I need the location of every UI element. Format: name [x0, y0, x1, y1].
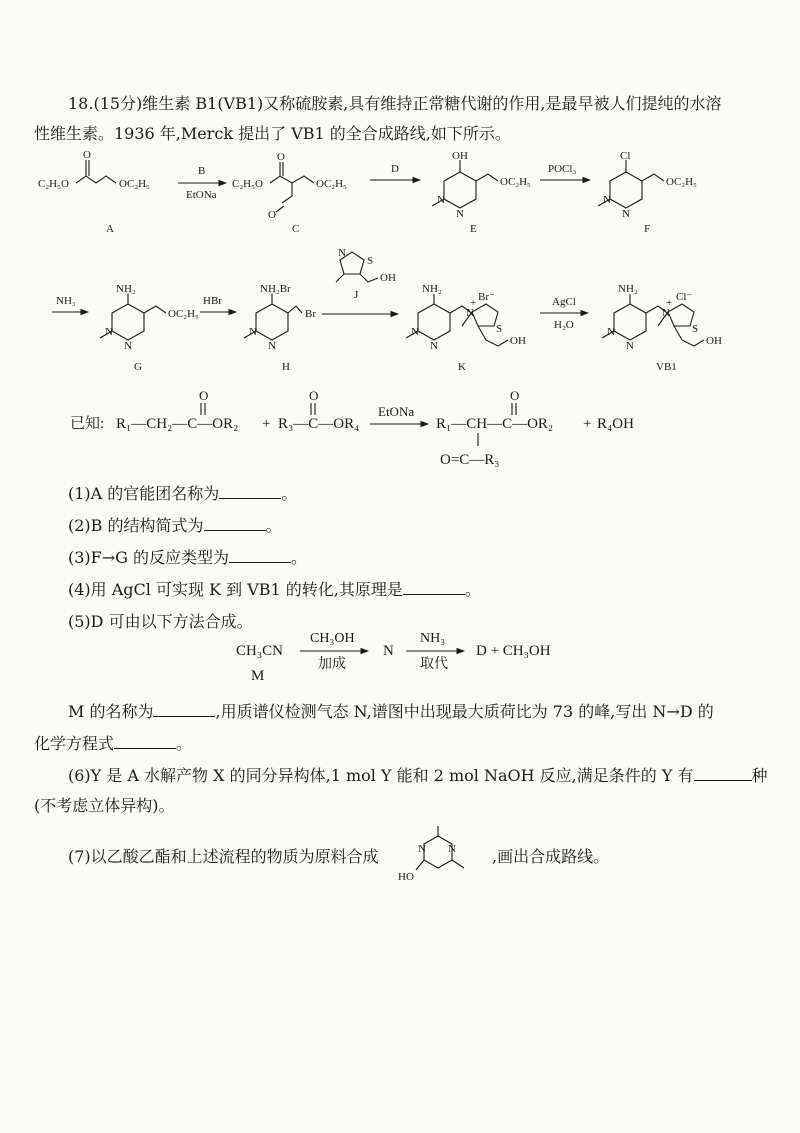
E-right-group: OC₂H₅	[500, 176, 531, 188]
q5-text-2: 化学方程式	[34, 734, 115, 753]
C-label: C	[292, 223, 300, 235]
question-1-text: (1)A 的官能团名称为	[68, 484, 220, 503]
question-4	[68, 578, 481, 602]
arrow-3	[540, 163, 590, 180]
K-label: K	[458, 361, 466, 373]
A-right-group: OC₂H₅	[119, 178, 150, 190]
known-reagent: EtONa	[378, 404, 415, 419]
E-n1: N	[437, 194, 445, 206]
answer-blank-4[interactable]	[403, 580, 465, 595]
H-n2: N	[268, 340, 276, 352]
A-carbonyl-o: O	[83, 150, 91, 161]
compound-VB1	[602, 283, 722, 373]
q7-n2: N	[448, 843, 456, 855]
arrow-5-top: HBr	[203, 295, 222, 307]
K-n-plus: N	[466, 307, 474, 319]
intro-line-2: 性维生素。1936 年,Merck 提出了 VB1 的全合成路线,如下所示。	[34, 124, 511, 143]
answer-blank-5b[interactable]	[114, 734, 176, 749]
q5-scheme	[0, 628, 800, 690]
G-n2: N	[124, 340, 132, 352]
q5-start-label: M	[251, 668, 265, 684]
H-nh2br: NH₂Br	[260, 283, 291, 295]
A-label: A	[106, 223, 114, 235]
C-aldehyde-o: O	[268, 209, 276, 221]
arrow-1	[178, 165, 226, 201]
answer-blank-6[interactable]	[694, 766, 752, 781]
VB1-label: VB1	[656, 361, 677, 373]
K-n2: N	[430, 340, 438, 352]
q5-text-line-1	[68, 700, 714, 724]
VB1-s: S	[692, 323, 699, 335]
answer-blank-3[interactable]	[229, 548, 291, 563]
q5-product: D + CH₃OH	[476, 643, 551, 659]
q6-text-1b: 种	[751, 766, 768, 785]
known-reaction	[0, 384, 800, 474]
q5-start: CH₃CN	[236, 643, 283, 659]
known-branch: O=C—R₃	[440, 452, 500, 468]
H-n1: N	[249, 326, 257, 338]
known-o-3: O	[510, 388, 520, 403]
question-4-end: 。	[464, 580, 481, 599]
VB1-oh: OH	[706, 335, 722, 347]
F-label: F	[644, 223, 651, 235]
known-byproduct: R₄OH	[597, 416, 634, 432]
arrow-1-bottom: EtONa	[186, 189, 217, 201]
G-n1: N	[105, 326, 113, 338]
q5-text-1b: ,用质谱仪检测气态 N,谱图中出现最大质荷比为 73 的峰,写出 N→D 的	[215, 702, 714, 721]
q5-middle: N	[383, 643, 394, 659]
q5-text-2-end: 。	[176, 734, 193, 753]
q5-arrow-2-bottom: 取代	[420, 657, 448, 672]
known-reactant-2: R₃—C—OR₄	[278, 416, 360, 432]
known-plus-2: +	[583, 416, 592, 432]
q5-text-1a: M 的名称为	[68, 702, 154, 721]
E-oh: OH	[452, 150, 468, 162]
K-plus: +	[470, 297, 477, 309]
arrow-7	[540, 296, 588, 331]
compound-F	[598, 150, 697, 235]
question-1-end: 。	[281, 484, 298, 503]
arrow-3-top: POCl₃	[548, 163, 577, 175]
H-label: H	[282, 361, 290, 373]
known-o-2: O	[309, 388, 319, 403]
VB1-n1: N	[607, 326, 615, 338]
VB1-plus: +	[666, 297, 673, 309]
K-n1: N	[411, 326, 419, 338]
F-n1: N	[603, 194, 611, 206]
C-right-group: OC₂H₅	[316, 178, 347, 190]
known-plus-1: +	[262, 416, 271, 432]
arrow-2	[370, 163, 420, 180]
arrow-7-top: AgCl	[552, 296, 576, 308]
F-n2: N	[622, 208, 630, 220]
q5-text-line-2	[34, 732, 192, 756]
compound-A	[38, 150, 150, 235]
VB1-n2: N	[626, 340, 634, 352]
compound-K	[406, 283, 526, 373]
C-left-group: C₂H₅O	[232, 178, 263, 190]
known-prefix: 已知:	[70, 416, 105, 432]
VB1-nh2: NH₂	[618, 283, 638, 295]
q7-target-structure	[396, 822, 480, 884]
G-right-group: OC₂H₅	[168, 308, 199, 320]
K-br: Br⁻	[478, 291, 495, 303]
question-6-line-2: (不考虑立体异构)。	[34, 796, 175, 815]
q5-arrow-1-bottom: 加成	[318, 657, 346, 672]
question-1	[68, 482, 297, 506]
question-6-line-1	[68, 764, 768, 788]
question-3-end: 。	[291, 548, 308, 567]
G-nh2: NH₂	[116, 283, 136, 295]
F-cl: Cl	[620, 150, 631, 162]
J-label: J	[354, 289, 359, 301]
reagent-J	[322, 247, 398, 314]
arrow-4-top: NH₃	[56, 295, 76, 307]
K-oh: OH	[510, 335, 526, 347]
arrow-4	[52, 295, 88, 312]
answer-blank-2[interactable]	[204, 516, 266, 531]
arrow-1-top: B	[198, 165, 206, 177]
known-product: R₁—CH—C—OR₂	[436, 416, 554, 432]
A-left-group: C₂H₅O	[38, 178, 69, 190]
intro-line-1: 18.(15分)维生素 B1(VB1)又称硫胺素,具有维持正常糖代谢的作用,是最早被人们提纯的水溶	[68, 94, 722, 113]
F-right-group: OC₂H₅	[666, 176, 697, 188]
q7-ho: HO	[398, 871, 414, 883]
q6-text-1a: (6)Y 是 A 水解产物 X 的同分异构体,1 mol Y 能和 2 mol NaOH 反应,满足条件的 Y 有	[68, 766, 694, 785]
K-s: S	[496, 323, 503, 335]
compound-E	[432, 150, 531, 235]
G-label: G	[134, 361, 142, 373]
q5-arrow-2-top: NH₃	[420, 631, 446, 646]
known-o-1: O	[199, 388, 209, 403]
answer-blank-1[interactable]	[219, 484, 281, 499]
arrow-7-bottom: H₂O	[554, 319, 574, 331]
E-n2: N	[456, 208, 464, 220]
known-reactant-1: R₁—CH₂—C—OR₂	[116, 416, 239, 432]
question-3-text: (3)F→G 的反应类型为	[68, 548, 230, 567]
question-2-text: (2)B 的结构简式为	[68, 516, 204, 535]
answer-blank-5a[interactable]	[153, 702, 215, 717]
q5-arrow-1-top: CH₃OH	[310, 631, 355, 646]
compound-H	[244, 283, 316, 373]
question-7-b: ,画出合成路线。	[492, 847, 610, 866]
question-7-a: (7)以乙酸乙酯和上述流程的物质为原料合成	[68, 847, 379, 866]
question-3	[68, 546, 307, 570]
question-5: (5)D 可由以下方法合成。	[68, 612, 253, 631]
synthesis-scheme	[0, 150, 800, 385]
J-n: N	[338, 247, 346, 259]
arrow-5	[200, 295, 236, 312]
J-s: S	[367, 255, 374, 267]
compound-C	[232, 151, 347, 235]
E-label: E	[470, 223, 477, 235]
J-oh: OH	[380, 272, 396, 284]
C-carbonyl-o: O	[277, 151, 285, 163]
arrow-2-top: D	[391, 163, 399, 175]
question-2	[68, 514, 282, 538]
question-4-text: (4)用 AgCl 可实现 K 到 VB1 的转化,其原理是	[68, 580, 403, 599]
K-nh2: NH₂	[422, 283, 442, 295]
compound-G	[100, 283, 199, 373]
q7-n1: N	[418, 843, 426, 855]
VB1-n-plus: N	[662, 307, 670, 319]
question-2-end: 。	[265, 516, 282, 535]
VB1-cl: Cl⁻	[676, 291, 693, 303]
H-br: Br	[305, 308, 316, 320]
